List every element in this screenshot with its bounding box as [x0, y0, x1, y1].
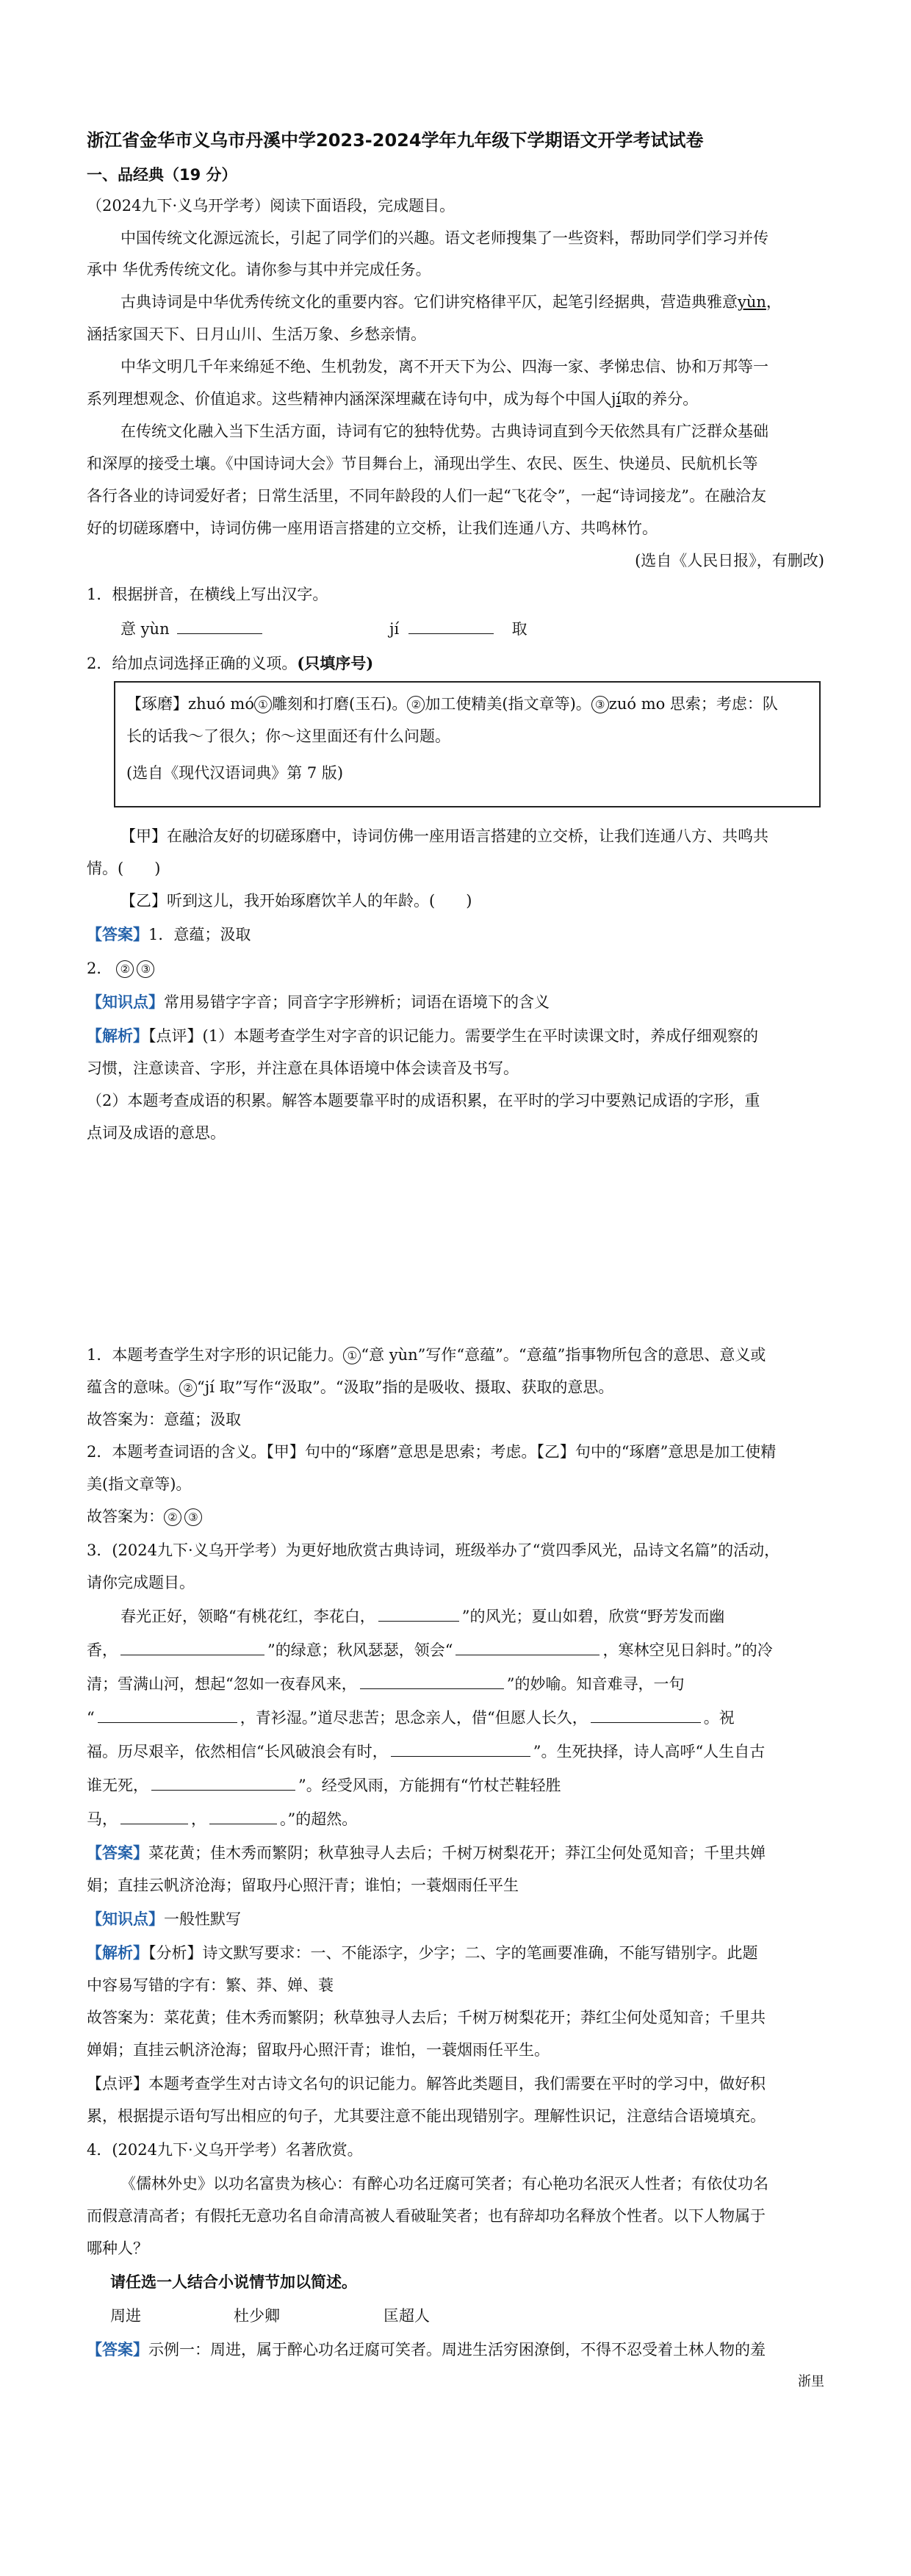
- answer-blank[interactable]: [209, 1823, 277, 1824]
- analysis-line: 故答案为：意蕴；汲取: [87, 1411, 241, 1428]
- answer-line: 娟；直挂云帆济沧海；留取丹心照汗青；谁怕；一蓑烟雨任平生: [87, 1877, 519, 1894]
- answer-blank[interactable]: [591, 1721, 701, 1723]
- analysis-line: 2．本题考查词语的含义。【甲】句中的“琢磨”意思是思索；考虑。【乙】句中的“琢磨”意思是加工使精: [87, 1443, 777, 1461]
- pinyin-yun: yùn: [738, 293, 766, 311]
- fill-line: “ ，青衫湿。”道尽悲苦；思念亲人，借“但愿人长久， 。祝: [87, 1709, 735, 1727]
- answer-blank[interactable]: [378, 1620, 459, 1622]
- task-1: 1．根据拼音，在横线上写出汉字。: [87, 586, 328, 603]
- passage-line: 承中 华优秀传统文化。请你参与其中并完成任务。: [87, 261, 431, 278]
- question-4: 而假意清高者；有假托无意功名自命清高被人看破耻笑者；也有辞却功名释放个性者。以下人物属于: [87, 2207, 766, 2225]
- analysis-line: 故答案为： ② ③: [87, 1508, 202, 1526]
- fill-line: 马， ， 。”的超然。: [87, 1810, 358, 1828]
- passage-line: 中华文明几千年来绵延不绝、生机勃发，离不开天下为公、四海一家、孝悌忠信、协和万邦等一: [120, 358, 768, 375]
- analysis-line: 【解析】【点评】(1）本题考查学生对字音的识记能力。需要学生在平时读课文时，养成仔细观察的: [87, 1026, 759, 1045]
- question-4-prompt: 请任选一人结合小说情节加以简述。: [110, 2273, 357, 2291]
- passage-line: 古典诗词是中华优秀传统文化的重要内容。它们讲究格律平仄，起笔引经据典，营造典雅意yùn，: [120, 293, 782, 311]
- passage-source: (选自《人民日报》，有删改): [635, 552, 824, 569]
- knowledge-point: 【知识点】常用易错字字音；同音字字形辨析；词语在语境下的含义: [87, 993, 550, 1011]
- fill-line: 清；雪满山河，想起“忽如一夜春风来， ”的妙喻。知音难寻，一句: [87, 1675, 685, 1693]
- analysis-line: 习惯，注意读音、字形，并注意在具体语境中体会读音及书写。: [87, 1059, 519, 1077]
- passage-line: 和深厚的接受土壤。《中国诗词大会》节目舞台上，涌现出学生、农民、医生、快递员、民航机长等: [87, 455, 758, 472]
- analysis-line: 点词及成语的意思。: [87, 1124, 226, 1142]
- analysis-line: 婵娟；直挂云帆济沧海；留取丹心照汗青；谁怕，一蓑烟雨任平生。: [87, 2041, 550, 2059]
- passage-line: 各行各业的诗词爱好者；日常生活里，不同年龄段的人们一起“飞花令”，一起“诗词接龙”。在融洽友: [87, 487, 766, 505]
- fill-line: 谁无死， ”。经受风雨，方能拥有“竹杖芒鞋轻胜: [87, 1777, 561, 1794]
- dictionary-source: (选自《现代汉语词典》第 7 版): [126, 764, 344, 782]
- analysis-line: （2）本题考查成语的积累。解答本题要靠平时的成语积累，在平时的学习中要熟记成语的字形，重: [87, 1092, 760, 1109]
- question-3: 3．(2024九下·义乌开学考）为更好地欣赏古典诗词，班级举办了“赏四季风光，品诗文名篇”的活动，: [87, 1541, 780, 1559]
- task-1-b: jí 取: [389, 620, 527, 638]
- question-4: 4．(2024九下·义乌开学考）名著欣赏。: [87, 2141, 363, 2159]
- analysis-line: 故答案为：菜花黄；佳木秀而繁阴；秋草独寻人去后；千树万树梨花开；莽红尘何处觅知音；千里共: [87, 2009, 766, 2026]
- task-2: 2．给加点词选择正确的义项。(只填序号): [87, 654, 374, 672]
- answer-blank[interactable]: [360, 1688, 504, 1689]
- character-name: 匡超人: [384, 2307, 430, 2325]
- answer-blank[interactable]: [98, 1721, 237, 1723]
- analysis-line: 【解析】【分析】诗文默写要求：一、不能添字，少字；二、字的笔画要准确，不能写错别字。此题: [87, 1943, 758, 1962]
- analysis-line: 蕴含的意味。 ② “jí 取”写作“汲取”。“汲取”指的是吸收、摄取、获取的意思。: [87, 1378, 614, 1396]
- analysis-line: 1．本题考查学生对字形的识记能力。 ① “意 yùn”写作“意蕴”。“意蕴”指事物所包含的意思、意义或: [87, 1346, 766, 1364]
- section-heading: 一、品经典（19 分）: [87, 166, 237, 184]
- character-name: 杜少卿: [234, 2307, 280, 2325]
- analysis-line: 美(指文章等)。: [87, 1475, 192, 1493]
- fill-line: 香， ”的绿意；秋风瑟瑟，领会“ ，寒林空见日斜时。”的冷: [87, 1641, 773, 1659]
- answer-line: 2． ② ③: [87, 960, 154, 978]
- answer-blank[interactable]: [177, 633, 262, 634]
- passage-line: 在传统文化融入当下生活方面，诗词有它的独特优势。古典诗词直到今天依然具有广泛群众基础: [120, 422, 768, 440]
- sentence-jia: 情。( ): [87, 860, 161, 877]
- page-title: 浙江省金华市义乌市丹溪中学2023-2024学年九年级下学期语文开学考试试卷: [87, 130, 704, 151]
- dictionary-entry: 【琢磨】zhuó mó ① 雕刻和打磨(玉石)。 ② 加工使精美(指文章等)。 ③ zuó mo 思索；考虑：队: [126, 695, 778, 713]
- passage-line: 系列理想观念、价值追求。这些精神内涵深深埋藏在诗句中，成为每个中国人jí取的养分。: [87, 390, 699, 408]
- answer-blank[interactable]: [391, 1755, 530, 1757]
- character-name: 周进: [110, 2307, 141, 2325]
- analysis-line: 中容易写错的字有：繁、莽、婵、蓑: [87, 1976, 334, 1994]
- sentence-jia: 【甲】在融洽友好的切磋琢磨中，诗词仿佛一座用语言搭建的立交桥，让我们连通八方、共鸣共: [120, 827, 768, 845]
- answer-blank[interactable]: [455, 1654, 599, 1655]
- question-4: 《儒林外史》以功名富贵为核心：有醉心功名迂腐可笑者；有心艳功名泯灭人性者；有依仗功名: [120, 2175, 768, 2192]
- passage-line: 涵括家国天下、日月山川、生活万象、乡愁亲情。: [87, 325, 426, 343]
- sentence-yi: 【乙】听到这儿，我开始琢磨饮羊人的年龄。( ): [120, 892, 472, 910]
- pinyin-ji: jí: [611, 390, 622, 408]
- question-source: （2024九下·义乌开学考）阅读下面语段，完成题目。: [87, 197, 455, 215]
- answer-blank[interactable]: [120, 1654, 264, 1655]
- answer-blank[interactable]: [120, 1823, 188, 1824]
- fill-line: 春光正好，领略“有桃花红，李花白， ”的风光；夏山如碧，欣赏“野芳发而幽: [120, 1608, 725, 1625]
- question-3: 请你完成题目。: [87, 1574, 195, 1591]
- passage-line: 中国传统文化源远流长，引起了同学们的兴趣。语文老师搜集了一些资料，帮助同学们学习并传: [120, 229, 768, 247]
- question-4: 哪种人？: [87, 2239, 148, 2257]
- answer-blank[interactable]: [408, 633, 494, 634]
- answer-line: 【答案】示例一：周进，属于醉心功名迂腐可笑者。周进生活穷困潦倒，不得不忍受着土林人物的羞: [87, 2340, 766, 2359]
- answer-line: 【答案】1．意蕴；汲取: [87, 925, 251, 943]
- comment-line: 【点评】本题考查学生对古诗文名句的识记能力。解答此类题目，我们需要在平时的学习中，做好积: [87, 2075, 766, 2093]
- knowledge-point: 【知识点】一般性默写: [87, 1910, 241, 1928]
- passage-line: 好的切磋琢磨中，诗词仿佛一座用语言搭建的立交桥，让我们连通八方、共鸣林竹。: [87, 519, 658, 537]
- page-footer: 浙里: [798, 2374, 824, 2389]
- dictionary-entry: 长的话我～了很久；你～这里面还有什么问题。: [126, 727, 450, 745]
- answer-blank[interactable]: [151, 1789, 295, 1791]
- fill-line: 福。历尽艰辛，依然相信“长风破浪会有时， ”。生死抉择，诗人高呼“人生自古: [87, 1743, 766, 1760]
- comment-line: 累，根据提示语句写出相应的句子，尤其要注意不能出现错别字。理解性识记，注意结合语境填充。: [87, 2107, 766, 2125]
- answer-line: 【答案】菜花黄；佳木秀而繁阴；秋草独寻人去后；千树万树梨花开；莽江尘何处觅知音；千里共婵: [87, 1843, 766, 1862]
- task-1-a: 意 yùn: [120, 620, 262, 638]
